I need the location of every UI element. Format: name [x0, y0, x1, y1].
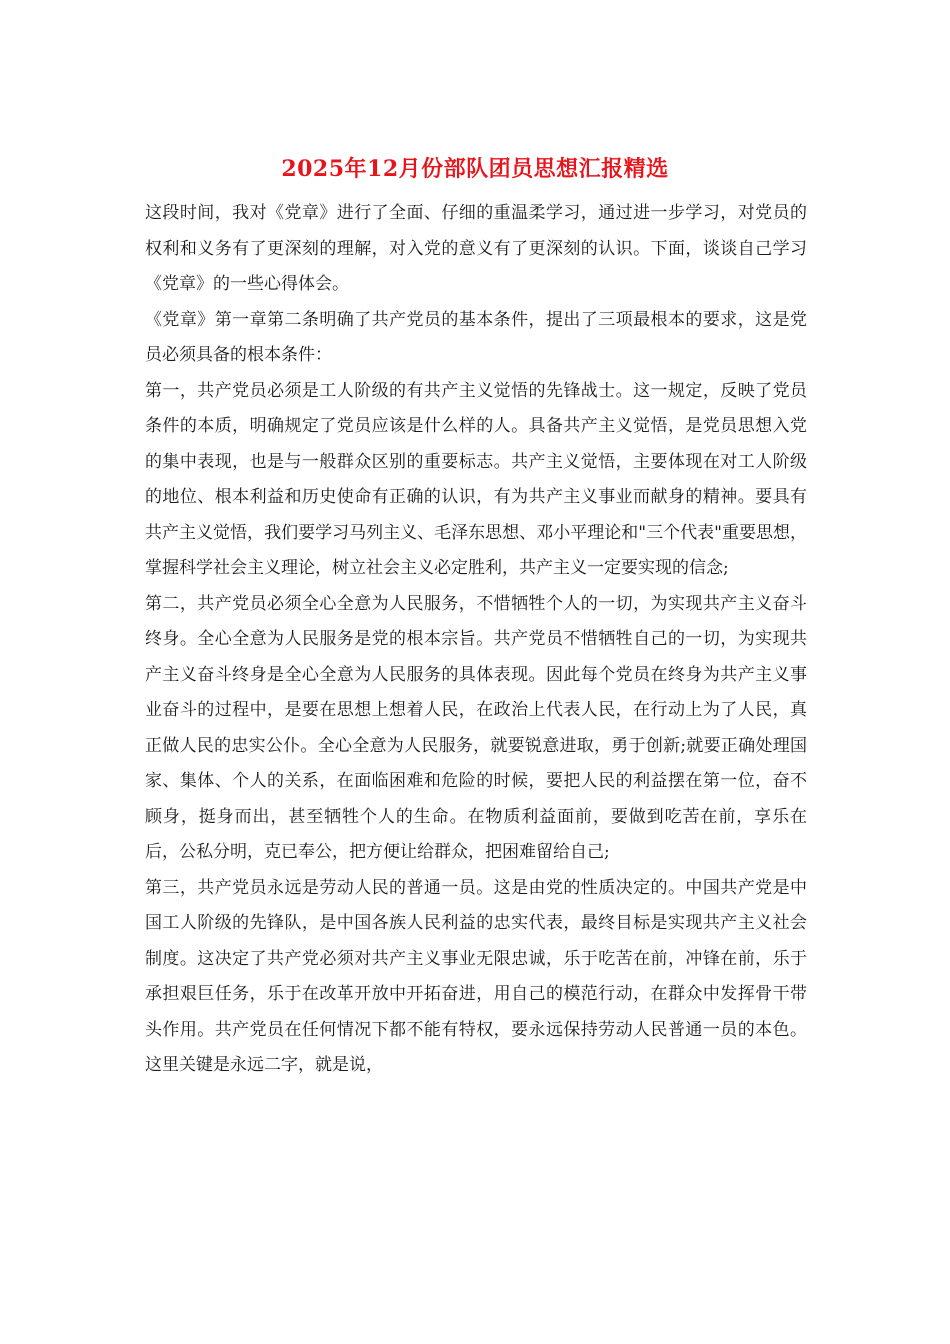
paragraph-third-requirement: 第三，共产党员永远是劳动人民的普通一员。这是由党的性质决定的。中国共产党是中国工人阶级的先锋队，是中国各族人民利益的忠实代表，最终目标是实现共产主义社会制度。这决定了共产党必须对共产主义事业无限忠诚，乐于吃苦在前，冲锋在前，乐于承担艰巨任务，乐于在改革开放中开拓奋进，用自己的模范行动，在群众中发挥骨干带头作用。共产党员在任何情况下都不能有特权，要永远保持劳动人民普通一员的本色。这里关键是永远二字，就是说， — [145, 877, 807, 1075]
paragraph-party-constitution: 《党章》第一章第二条明确了共产党员的基本条件，提出了三项最根本的要求，这是党员必须具备的根本条件： — [145, 309, 807, 365]
document-body — [145, 196, 807, 1084]
paragraph-intro: 这段时间，我对《党章》进行了全面、仔细的重温柔学习，通过进一步学习，对党员的权利和义务有了更深刻的理解，对入党的意义有了更深刻的认识。下面，谈谈自己学习《党章》的一些心得体会。 — [145, 203, 807, 294]
paragraph-first-requirement: 第一，共产党员必须是工人阶级的有共产主义觉悟的先锋战士。这一规定，反映了党员条件的本质，明确规定了党员应该是什么样的人。具备共产主义觉悟，是党员思想入党的集中表现，也是与一般群众区别的重要标志。共产主义觉悟，主要体现在对工人阶级的地位、根本利益和历史使命有正确的认识，有为共产主义事业而献身的精神。要具有共产主义觉悟，我们要学习马列主义、毛泽东思想、邓小平理论和"三个代表"重要思想，掌握科学社会主义理论，树立社会主义必定胜利，共产主义一定要实现的信念; — [145, 380, 807, 578]
document-title: 2025年12月份部队团员思想汇报精选 — [281, 156, 669, 182]
paragraph-second-requirement: 第二，共产党员必须全心全意为人民服务，不惜牺牲个人的一切，为实现共产主义奋斗终身。全心全意为人民服务是党的根本宗旨。共产党员不惜牺牲自己的一切，为实现共产主义奋斗终身是全心全意为人民服务的具体表现。因此每个党员在终身为共产主义事业奋斗的过程中，是要在思想上想着人民，在政治上代表人民，在行动上为了人民，真正做人民的忠实公仆。全心全意为人民服务，就要锐意进取，勇于创新;就要正确处理国家、集体、个人的关系，在面临困难和危险的时候，要把人民的利益摆在第一位，奋不顾身，挺身而出，甚至牺牲个人的生命。在物质利益面前，要做到吃苦在前，享乐在后，公私分明，克已奉公，把方便让给群众，把困难留给自己; — [145, 593, 807, 862]
